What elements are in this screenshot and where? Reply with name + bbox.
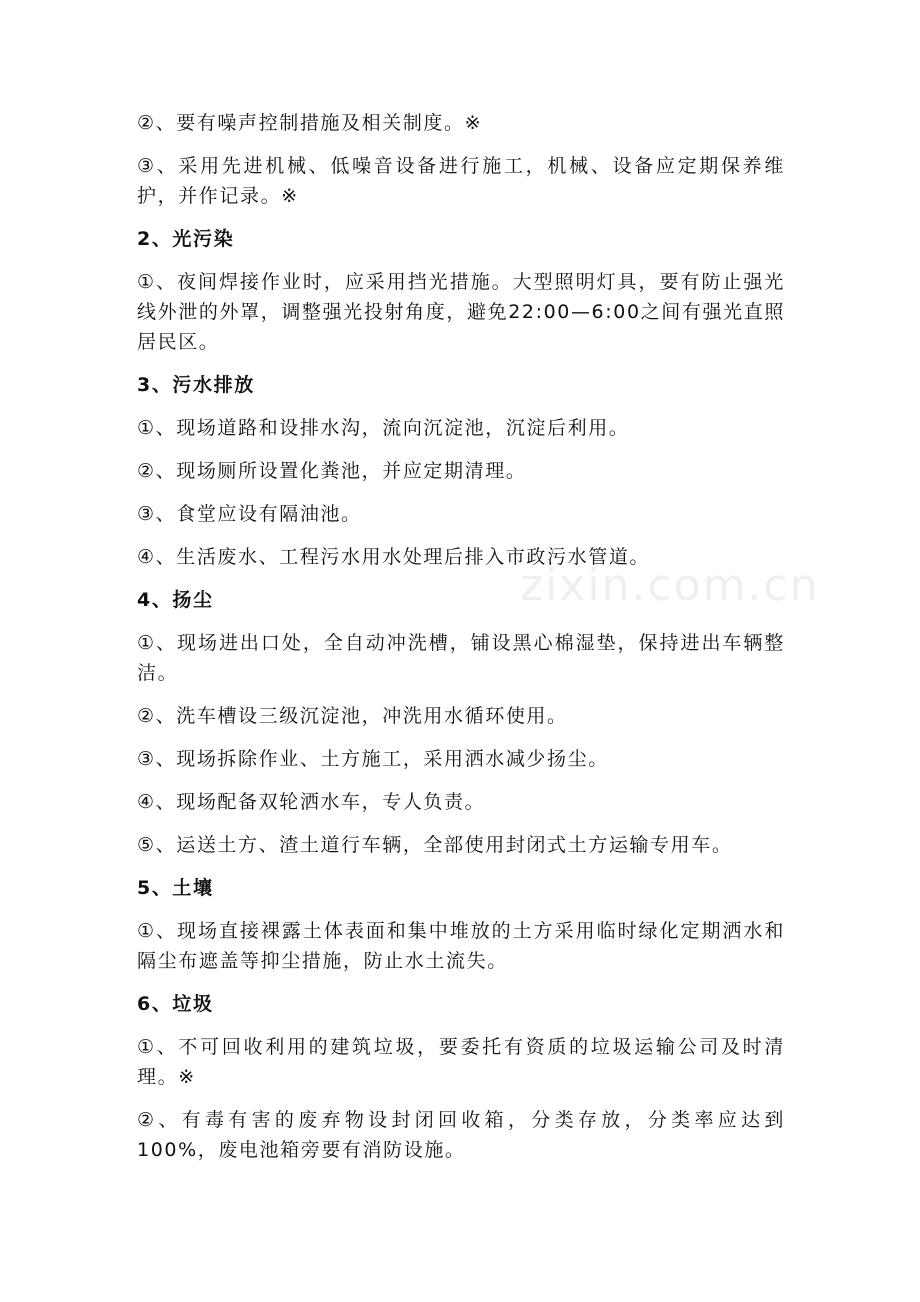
paragraph-low-noise-equipment: ③、采用先进机械、低噪音设备进行施工，机械、设备应定期保养维护，并作记录。※ [137, 155, 785, 207]
paragraph-construction-waste: ①、不可回收利用的建筑垃圾，要委托有资质的垃圾运输公司及时清理。※ [137, 1036, 785, 1088]
paragraph-enclosed-trucks: ⑤、运送土方、渣土道行车辆，全部使用封闭式土方运输专用车。 [137, 834, 733, 856]
paragraph-soil-cover: ①、现场直接裸露土体表面和集中堆放的土方采用临时绿化定期洒水和隔尘布遮盖等抑尘措施，防止水土流失。 [137, 920, 785, 972]
heading-sewage-discharge: 3、污水排放 [137, 374, 255, 396]
paragraph-wastewater: ④、生活废水、工程污水用水处理后排入市政污水管道。 [137, 546, 651, 568]
paragraph-water-spraying: ③、现场拆除作业、土方施工，采用洒水减少扬尘。 [137, 748, 609, 770]
heading-dust: 4、扬尘 [137, 589, 214, 611]
heading-light-pollution: 2、光污染 [137, 228, 235, 250]
heading-garbage: 6、垃圾 [137, 993, 214, 1015]
paragraph-wash-trough: ①、现场进出口处，全自动冲洗槽，铺设黑心棉湿垫，保持进出车辆整洁。 [137, 632, 785, 684]
paragraph-noise-control: ②、要有噪声控制措施及相关制度。※ [137, 112, 483, 134]
document-page [137, 108, 785, 1178]
paragraph-hazardous-waste: ②、有毒有害的废弃物设封闭回收箱，分类存放，分类率应达到100%，废电池箱旁要有消防设施。 [137, 1109, 785, 1161]
heading-soil: 5、土壤 [137, 877, 214, 899]
paragraph-sprinkler-truck: ④、现场配备双轮洒水车，专人负责。 [137, 791, 486, 813]
paragraph-settling-tank: ②、洗车槽设三级沉淀池，冲洗用水循环使用。 [137, 705, 568, 727]
watermark-text: zixin.com.cn [520, 560, 820, 611]
paragraph-welding-shielding: ①、夜间焊接作业时，应采用挡光措施。大型照明灯具，要有防止强光线外泄的外罩，调整强光投射角度，避免22:00—6:00之间有强光直照居民区。 [137, 271, 785, 353]
paragraph-septic-tank: ②、现场厕所设置化粪池，并应定期清理。 [137, 460, 527, 482]
paragraph-grease-trap: ③、食堂应设有隔油池。 [137, 503, 362, 525]
paragraph-drainage-ditch: ①、现场道路和设排水沟，流向沉淀池，沉淀后利用。 [137, 417, 630, 439]
